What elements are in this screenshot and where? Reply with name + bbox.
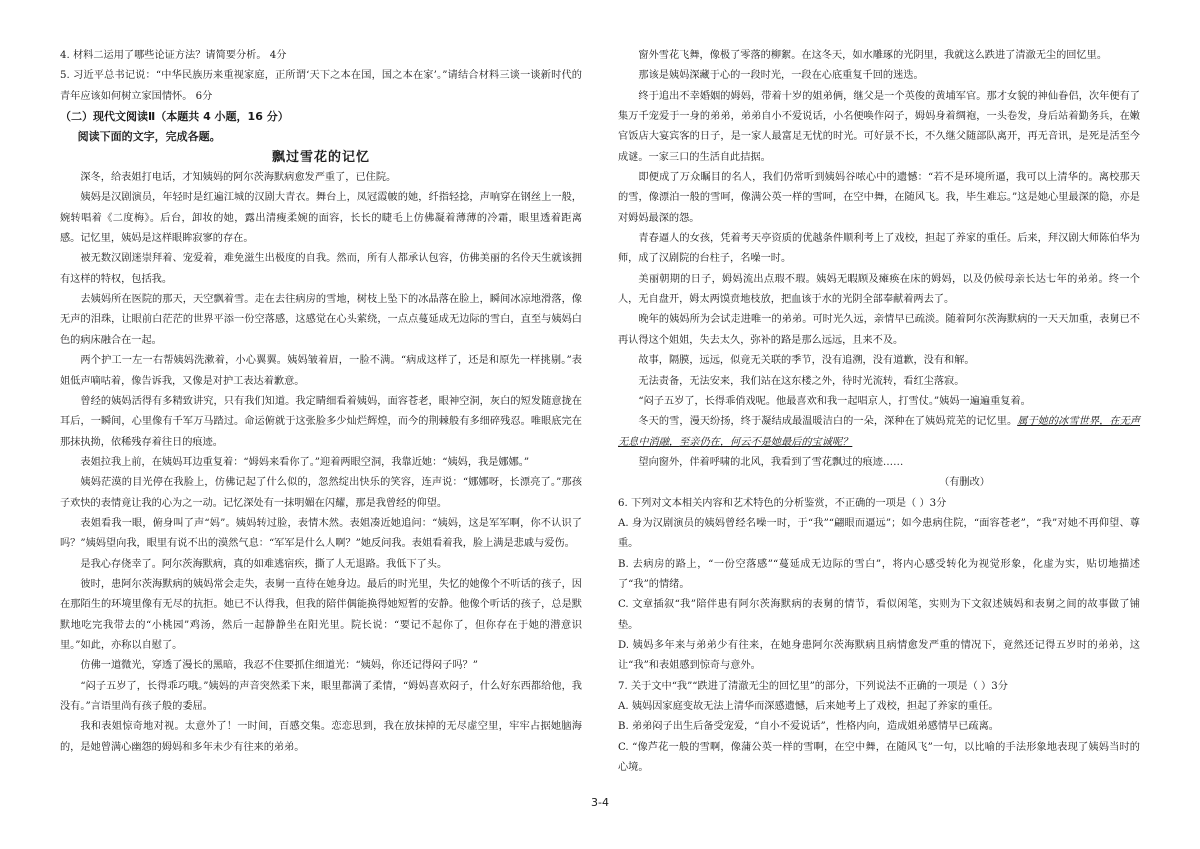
right-column [618,46,1140,778]
article-paragraph: 仿佛一道微光，穿透了漫长的黑暗，我忍不住要抓住细道光：“姨妈，你还记得闷子吗？” [80,660,478,672]
question-6-option-a: A. 身为汉剧演员的姨妈曾经名噪一时，于“我”“翩眼而逼远”；如今患病住院，“面容苍老”，“我”对她不再仰望、尊重。 [618,517,1140,550]
question-4: 4. 材料二运用了哪些论证方法？请简要分析。 4分 [60,50,287,61]
question-5: 5. 习近平总书记说：“中华民族历来重视家庭，正所谓‘天下之本在国，国之本在家’。”请结合材料三谈一谈新时代的青年应该如何树立家国情怀。 6分 [60,70,582,102]
left-column [60,46,582,758]
article-paragraph: “闷子五岁了，长得乖俏戏呢。他最喜欢和我一起唱京人，打雪仗。”姨妈一遍遍重复着。 [638,395,1031,407]
article-paragraph: 我和表姐惊奇地对视。太意外了！一时间，百感交集。恋恋思到，我在放抹掉的无尽虚空里，牢牢占据她脑海的，是她曾满心幽怨的姆妈和多年未少有往来的弟弟。 [60,721,582,753]
question-6-option-c: C. 文章插叙“我”陪伴患有阿尔茨海默病的表舅的情节，看似闲笔，实则为下文叙述姨妈和表舅之间的故事做了铺垫。 [618,599,1140,631]
article-paragraph: 彼时，患阿尔茨海默病的姨妈常会走失，表舅一直待在她身边。最后的时光里，失忆的她像个不听话的孩子，因在那陌生的环境里像有无尽的抗拒。她已不认得我，但我的陪伴偶能换得她短暂的安静。他像个听话的孩子，总是默默地吃完我带去的“小桃园”鸡汤，然后一起静静坐在阳光里。院长说：“要记不起你了，但你存在于她的潜意识里。”如此，亦称以自慰了。 [60,578,582,651]
paragraph-text: 冬天的雪，漫天纷扬，终于凝结成最温暖洁白的一朵，深种在了姨妈荒芜的记忆里。 [638,416,1018,428]
article-paragraph: 青春逼人的女孩，凭着考天亭资质的优越条件顺利考上了戏校，担起了养家的重任。后来，拜汉剧大师陈伯华为师，成了汉剧院的台柱子，名噪一时。 [618,233,1140,265]
article-paragraph: 表姐看我一眼，俯身叫了声“妈”。姨妈转过脸，表情木然。表姐凑近她追问：“姨妈，这是军军啊，你不认识了吗？”姨妈望向我，眼里有说不出的漠然气息：“军军是什么人啊？”她反问我。表姐看着我，脸上满是悲戚与爱伤。 [60,517,582,550]
article-paragraph: 窗外雪花飞舞，像极了零落的柳絮。在这冬天，如水雕琢的光阴里，我就这么跌进了清澈无尘的回忆里。 [638,50,1108,61]
source-note: （有删改） [939,477,990,489]
article-paragraph: 姨妈茫漠的目光停在我脸上，仿佛记起了什么似的，忽然绽出快乐的笑容，连声说：“娜娜呀，长漂亮了。”那孩子欢快的表情竟让我的心为之一动。记忆深处有一抹明媚在闪耀，那是我曾经的仰望。 [60,477,582,509]
article-paragraph: 望向窗外，伴着呼啸的北风，我看到了雪花飘过的痕迹…… [638,456,904,468]
article-paragraph: 终于追出不幸婚姻的姆妈，带着十岁的姐弟俩，继父是一个英俊的黄埔军官。那才女貌的神仙眷侣，次年便有了集万千宠爱于一身的弟弟，弟弟自小不爱说话，小名便唤作闷子，姆妈身着绸袍，一头卷发，身后站着勤务兵，在嫩官饭店大宴宾客的日子，是一家人最富足无忧的时光。可好景不长，不久继父随部队离开，再无音讯，是死是活至今成谜。一家三口的生活自此拮据。 [618,90,1140,163]
question-7-option-a: A. 姨妈因家庭变故无法上清华而深感遗憾，后来她考上了戏校，担起了养家的重任。 [618,701,999,712]
article-paragraph: 那该是姨妈深藏于心的一段时光，一段在心底重复千回的迷迭。 [638,70,924,82]
article-title: 飘过雪花的记忆 [271,149,370,165]
article-paragraph: 即便成了万众瞩目的名人，我们仍常听到姨妈谷哝心中的遗憾：“若不是环境所逼，我可以上清华的。离校那天的雪，像漂泊一般的雪呵，像满公英一样的雪呵，在空中舞，在随风飞。我，毕生难忘。”这是她心里最深的隐，亦是对姆妈最深的怨。 [618,172,1140,224]
article-paragraph: 两个护工一左一右帮姨妈洗漱着，小心翼翼。姨妈皱着眉，一脸不满。“病成这样了，还是和原先一样挑剔。”表姐低声嘀咕着，像告诉我，又像是对护工表达着歉意。 [60,355,582,387]
question-6-option-d: D. 姨妈多年来与弟弟少有往来，在她身患阿尔茨海默病且病情愈发严重的情况下，竟然还记得五岁时的弟弟，这让“我”和表姐感到惊奇与意外。 [618,639,1140,672]
reading-instruction: 阅读下面的文字，完成各题。 [77,130,221,144]
question-7-option-c: C. “像芦花一般的雪啊，像蒲公英一样的雪啊，在空中舞，在随风飞”一句，以比喻的手法形象地表现了姨妈当时的心境。 [618,741,1140,774]
article-paragraph: 去姨妈所在医院的那天，天空飘着雪。走在去往病房的雪地，树枝上坠下的冰晶落在脸上，瞬间冰凉地滑落，像无声的泪珠，让眼前白茫茫的世界平添一份空落感，这感觉在心头萦绕，一点点蔓延成无边际的雪白，直至与姨妈白色的病床融合在一起。 [60,294,582,346]
question-6: 6. 下列对文本相关内容和艺术特色的分析鉴赏，不正确的一项是（ ）3分 [618,497,947,509]
question-7: 7. 关于文中“我”“跌进了清澈无尘的回忆里”的部分，下列说法不正确的一项是（ ）3分 [618,680,1008,692]
article-paragraph-with-underline [618,412,1140,453]
article-paragraph: 故事，隔膜，远远，似竟无关联的季节，没有追溯，没有道歉，没有和解。 [638,355,975,367]
page-number: 3-4 [591,796,609,809]
article-paragraph: 姨妈是汉剧演员，年轻时是红遍江城的汉剧大青衣。舞台上，凤冠霞帔的她，纤指轻捻，声响穿在钢丝上一般，婉转唱着《二度梅》。后台，卸妆的她，露出清瘦柔婉的面容，长长的睫毛上仿佛凝着薄薄的冷霜，眼里透着距离感。记忆里，姨妈是这样眼眸寂寥的存在。 [60,192,582,245]
article-paragraph: “闷子五岁了，长得乖巧哦。”姨妈的声音突然柔下来，眼里都满了柔情，“姆妈喜欢闷子，什么好东西都给他，我没有。”言语里尚有孩子般的委屈。 [60,680,582,712]
article-paragraph: 表姐拉我上前，在姨妈耳边重复着：“姆妈来看你了。”迎着两眼空洞，我靠近她：“姨妈，我是娜娜。” [80,456,530,468]
article-paragraph: 曾经的姨妈活得有多精致讲究，只有我们知道。我定睛细看着姨妈，面容苍老，眼神空洞，灰白的短发随意拢在耳后，一瞬间，心里像有千军万马踏过。命运俯就于这张脸多少灿烂辉煌，而今的荆棘般有多细碎残忍。唯眼底完在那抹执拗，依稀残存着往日的痕迹。 [60,395,582,448]
article-paragraph: 美丽朝期的日子，姆妈流出点瑕不瑕。姨妈无暇顾及瘫痪在床的姆妈，以及仍候母亲长达七年的弟弟。终一个人，无自盘开，姆太两馍贲地枝放，把血该于水的光阴全部奉献着两去了。 [618,273,1140,306]
article-paragraph: 被无数汉剧迷崇拜着、宠爱着，难免滋生出极度的自我。然而，所有人都承认包容，仿佛美丽的名伶天生就该拥有这样的特权，包括我。 [60,253,582,285]
article-paragraph: 晚年的姨妈所为会试走进唯一的弟弟。可时光久远，亲情早已疏淡。随着阿尔茨海默病的一天天加重，表舅已不再认得这个姐姐，失去太久，弥补的路是那么远远，且来不及。 [618,314,1140,346]
question-6-option-b: B. 去病房的路上，“一份空落感”“蔓延成无边际的雪白”，将内心感受转化为视觉形象，化虚为实，贴切地描述了“我”的情绪。 [618,558,1140,590]
article-paragraph: 深冬，给表姐打电话，才知姨妈的阿尔茨海默病愈发严重了，已住院。 [80,172,397,184]
question-7-option-b: B. 弟弟闷子出生后备受宠爱，“自小不爱说话”，性格内向，造成姐弟感情早已疏离。 [618,721,999,733]
underlined-sentence: 属于她的冰雪世界，在无声无息中消融， [618,416,1141,448]
article-paragraph: 是我心存侥幸了。阿尔茨海默病，真的如难逃宿疾，撕了人无退路。我低下了头。 [80,558,448,570]
section-heading: （二）现代文阅读Ⅱ（本题共 4 小题，16 分） [60,110,289,124]
underlined-sentence-tail: 至亲仍在，何云不是她最后的宝诚呢？ [679,436,853,448]
article-paragraph: 无法责备，无法安来，我们站在这东楼之外，待时光流转，看红尘落寂。 [638,375,965,387]
